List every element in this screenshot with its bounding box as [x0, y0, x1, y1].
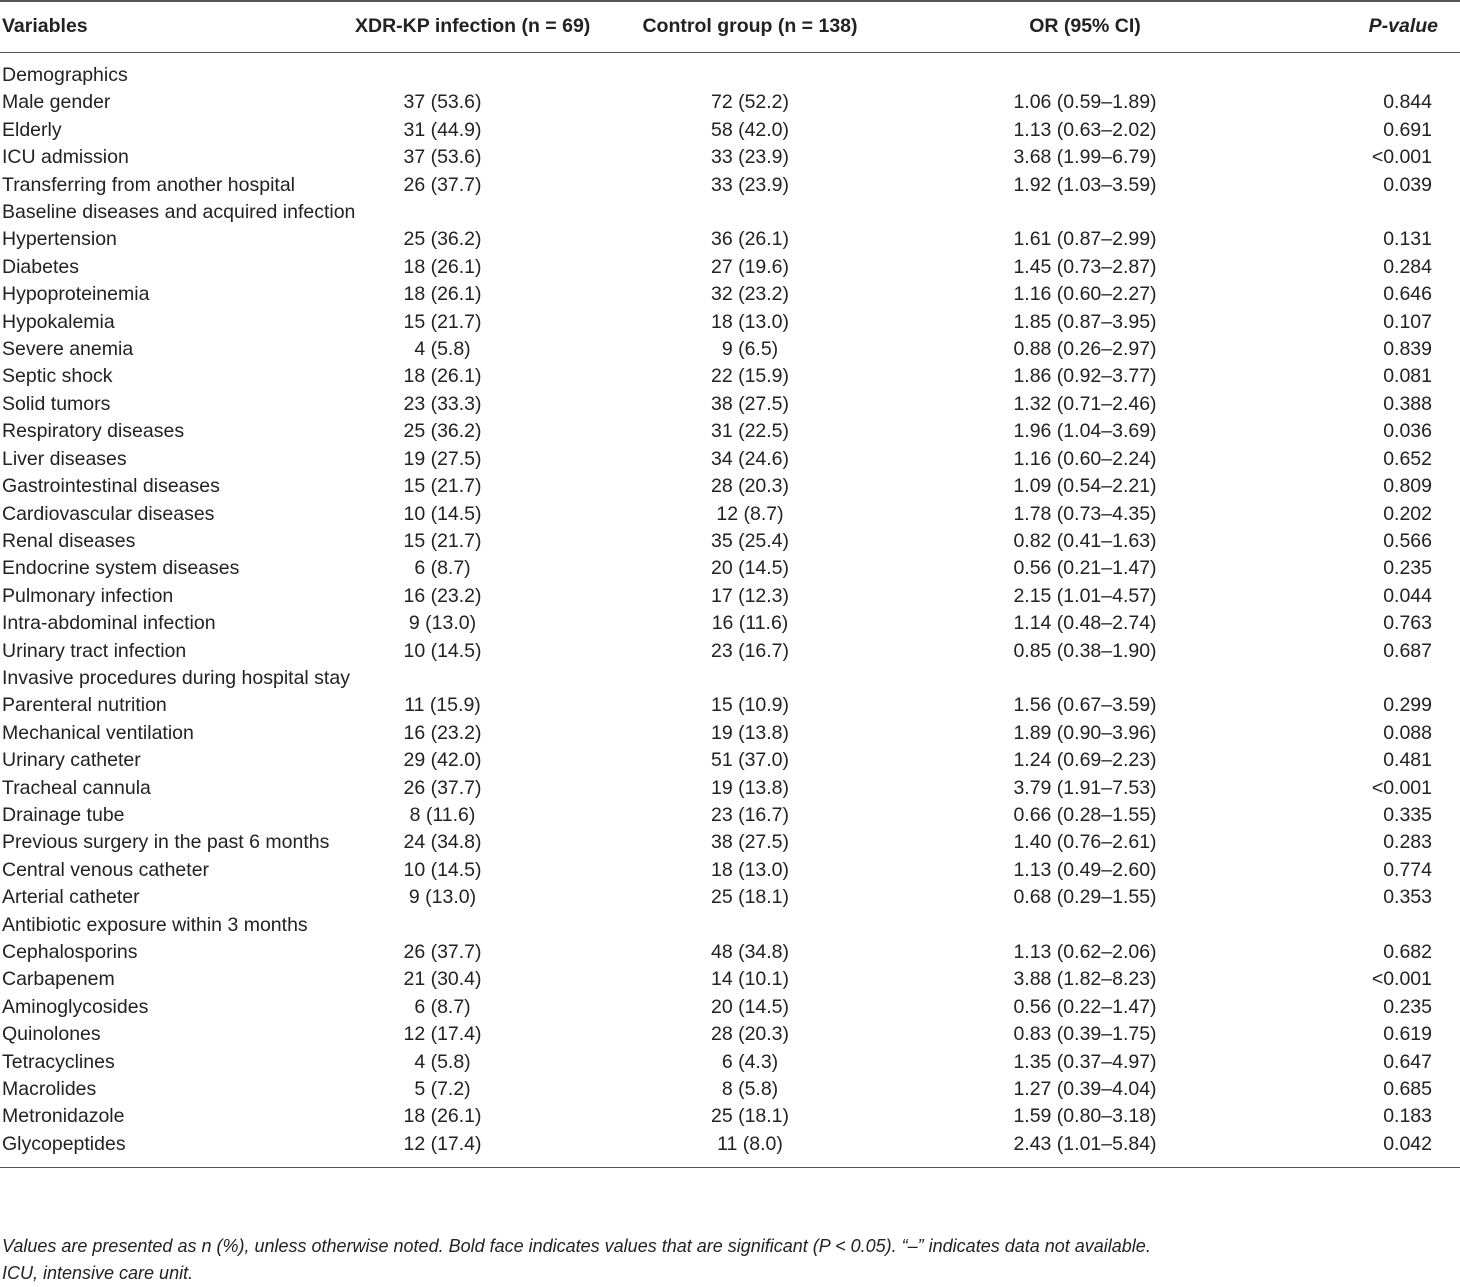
section-heading: Demographics [2, 64, 128, 86]
variable-cell: Previous surgery in the past 6 months [2, 831, 330, 854]
variable-cell: Metronidazole [2, 1105, 125, 1128]
table-row [0, 172, 1460, 199]
xdr-kp-cell: 4 (5.8) [414, 338, 471, 361]
variable-cell: Severe anemia [2, 338, 134, 361]
xdr-kp-cell: 15 (21.7) [403, 529, 482, 552]
p-value-cell: 0.763 [1383, 612, 1432, 635]
p-value-cell: 0.652 [1383, 447, 1432, 470]
odds-ratio-cell: 1.32 (0.71–2.46) [1013, 392, 1157, 415]
control-cell: 8 (5.8) [721, 1078, 779, 1101]
footnote-values: Values are presented as n (%), unless otherwise noted. Bold face indicates values that are significant (P < 0.05). “–” indicates data not available. [2, 1236, 1151, 1256]
odds-ratio-cell: 0.85 (0.38–1.90) [1013, 639, 1157, 662]
table-row [0, 1076, 1460, 1103]
table-row [0, 1131, 1460, 1168]
odds-ratio-cell: 1.27 (0.39–4.04) [1013, 1078, 1157, 1101]
table-row [0, 89, 1460, 116]
xdr-kp-cell: 9 (13.0) [408, 612, 477, 635]
xdr-kp-cell: 18 (26.1) [403, 1105, 482, 1128]
table-row [0, 336, 1460, 363]
p-value-cell: 0.081 [1383, 365, 1432, 388]
table-footnotes [2, 1233, 1151, 1287]
table-row [0, 610, 1460, 637]
odds-ratio-cell: 1.85 (0.87–3.95) [1013, 310, 1157, 333]
xdr-kp-cell: 37 (53.6) [403, 146, 482, 169]
p-value-cell: 0.691 [1383, 118, 1432, 141]
empty-cell [640, 912, 960, 939]
header-p-value: P-value [1368, 15, 1438, 38]
odds-ratio-cell: 2.43 (1.01–5.84) [1013, 1132, 1157, 1155]
p-value-cell: 0.335 [1383, 803, 1432, 826]
p-value-cell: 0.235 [1383, 557, 1432, 580]
control-cell: 15 (10.9) [710, 694, 790, 717]
variable-cell: Elderly [2, 118, 62, 141]
empty-cell [355, 199, 640, 226]
p-value-cell: 0.044 [1383, 584, 1432, 607]
odds-ratio-cell: 0.66 (0.28–1.55) [1013, 803, 1157, 826]
footnote-icu: ICU, intensive care unit. [2, 1263, 194, 1283]
odds-ratio-cell: 1.59 (0.80–3.18) [1013, 1105, 1157, 1128]
p-value-cell: 0.036 [1383, 420, 1432, 443]
control-cell: 9 (6.5) [721, 338, 779, 361]
xdr-kp-cell: 18 (26.1) [403, 255, 482, 278]
table-row [0, 994, 1460, 1021]
odds-ratio-cell: 1.09 (0.54–2.21) [1013, 475, 1157, 498]
variable-cell: Pulmonary infection [2, 584, 174, 607]
variable-cell: Macrolides [2, 1078, 97, 1101]
control-cell: 38 (27.5) [710, 831, 790, 854]
table-row [0, 829, 1460, 856]
odds-ratio-cell: 1.61 (0.87–2.99) [1013, 228, 1157, 251]
xdr-kp-cell: 12 (17.4) [403, 1132, 482, 1155]
empty-cell [1270, 665, 1460, 692]
p-value-cell: 0.039 [1383, 173, 1432, 196]
table-row [0, 309, 1460, 336]
control-cell: 27 (19.6) [710, 255, 790, 278]
p-value-cell: 0.682 [1383, 941, 1432, 963]
p-value-cell: 0.844 [1383, 91, 1432, 114]
control-cell: 58 (42.0) [710, 118, 790, 141]
variable-cell: Hypokalemia [2, 310, 115, 333]
p-value-cell: 0.774 [1383, 858, 1432, 881]
table-row [0, 939, 1460, 966]
header-xdr-kp: XDR-KP infection (n = 69) [355, 15, 591, 38]
p-value-cell: <0.001 [1371, 146, 1432, 169]
odds-ratio-cell: 1.89 (0.90–3.96) [1013, 721, 1157, 744]
control-cell: 28 (20.3) [710, 1023, 790, 1046]
control-cell: 25 (18.1) [710, 886, 790, 909]
header-variables: Variables [2, 15, 88, 38]
p-value-cell: <0.001 [1371, 968, 1432, 991]
variable-cell: Urinary catheter [2, 749, 141, 772]
variable-cell: Central venous catheter [2, 858, 210, 881]
variable-cell: Parenteral nutrition [2, 694, 167, 717]
table-row [0, 1049, 1460, 1076]
section-row [0, 912, 1460, 939]
xdr-kp-cell: 9 (13.0) [408, 886, 477, 909]
p-value-cell: 0.235 [1383, 995, 1432, 1018]
odds-ratio-cell: 1.35 (0.37–4.97) [1013, 1050, 1157, 1073]
control-cell: 11 (8.0) [717, 1132, 783, 1155]
xdr-kp-cell: 16 (23.2) [403, 721, 482, 744]
control-cell: 12 (8.7) [716, 502, 784, 525]
empty-cell [640, 199, 960, 226]
xdr-kp-cell: 18 (26.1) [403, 283, 482, 306]
variable-cell: Transferring from another hospital [2, 173, 295, 196]
table-row [0, 501, 1460, 528]
odds-ratio-cell: 1.92 (1.03–3.59) [1013, 173, 1157, 196]
control-cell: 20 (14.5) [710, 557, 790, 580]
control-cell: 23 (16.7) [710, 639, 790, 662]
empty-cell [1270, 53, 1460, 90]
variable-cell: Liver diseases [2, 447, 127, 470]
odds-ratio-cell: 1.96 (1.04–3.69) [1013, 420, 1157, 443]
table-row [0, 583, 1460, 610]
control-cell: 14 (10.1) [710, 968, 790, 991]
xdr-kp-cell: 37 (53.6) [403, 91, 482, 114]
odds-ratio-cell: 1.06 (0.59–1.89) [1013, 91, 1157, 114]
odds-ratio-cell: 0.88 (0.26–2.97) [1013, 338, 1157, 361]
table-row [0, 747, 1460, 774]
control-cell: 20 (14.5) [710, 995, 790, 1018]
table-row [0, 857, 1460, 884]
control-cell: 6 (4.3) [721, 1050, 779, 1073]
p-value-cell: 0.299 [1383, 694, 1432, 717]
empty-cell [640, 53, 960, 90]
xdr-kp-cell: 25 (36.2) [403, 420, 482, 443]
table-row [0, 391, 1460, 418]
header-odds-ratio: OR (95% CI) [1029, 15, 1141, 38]
table-row [0, 1103, 1460, 1130]
p-value-cell: 0.284 [1383, 255, 1432, 278]
control-cell: 18 (13.0) [710, 310, 790, 333]
odds-ratio-cell: 1.45 (0.73–2.87) [1013, 255, 1157, 278]
table-row [0, 254, 1460, 281]
xdr-kp-cell: 8 (11.6) [409, 803, 476, 826]
empty-cell [355, 665, 640, 692]
table-row [0, 966, 1460, 993]
control-cell: 28 (20.3) [710, 475, 790, 498]
variable-cell: Male gender [2, 91, 111, 114]
p-value-cell: 0.202 [1383, 502, 1432, 525]
xdr-kp-cell: 15 (21.7) [403, 475, 482, 498]
xdr-kp-cell: 11 (15.9) [404, 694, 481, 717]
control-cell: 33 (23.9) [710, 146, 790, 169]
empty-cell [960, 199, 1270, 226]
p-value-cell: 0.042 [1383, 1132, 1432, 1155]
table-row [0, 528, 1460, 555]
table-header [0, 1, 1460, 53]
p-value-cell: 0.646 [1383, 283, 1432, 306]
odds-ratio-cell: 1.56 (0.67–3.59) [1013, 694, 1157, 717]
xdr-kp-cell: 10 (14.5) [403, 858, 482, 881]
p-value-cell: 0.685 [1383, 1078, 1432, 1101]
p-value-cell: 0.566 [1383, 529, 1432, 552]
empty-cell [1270, 199, 1460, 226]
xdr-kp-cell: 16 (23.2) [403, 584, 482, 607]
table-row [0, 775, 1460, 802]
xdr-kp-cell: 15 (21.7) [403, 310, 482, 333]
odds-ratio-cell: 1.86 (0.92–3.77) [1013, 365, 1157, 388]
xdr-kp-cell: 31 (44.9) [403, 118, 482, 141]
control-cell: 48 (34.8) [710, 941, 790, 963]
control-cell: 22 (15.9) [710, 365, 790, 388]
xdr-kp-cell: 24 (34.8) [403, 831, 482, 854]
odds-ratio-cell: 1.78 (0.73–4.35) [1013, 502, 1157, 525]
xdr-kp-cell: 4 (5.8) [414, 1050, 471, 1073]
control-cell: 38 (27.5) [710, 392, 790, 415]
odds-ratio-cell: 1.13 (0.62–2.06) [1013, 941, 1157, 963]
section-heading: Antibiotic exposure within 3 months [2, 913, 308, 936]
odds-ratio-cell: 0.56 (0.21–1.47) [1013, 557, 1157, 580]
variable-cell: Quinolones [2, 1023, 101, 1046]
table-row [0, 692, 1460, 719]
section-row [0, 199, 1460, 226]
control-cell: 33 (23.9) [710, 173, 790, 196]
section-row [0, 665, 1460, 692]
variable-cell: Cardiovascular diseases [2, 502, 215, 525]
section-heading: Invasive procedures during hospital stay [2, 666, 350, 689]
empty-cell [1270, 912, 1460, 939]
p-value-cell: 0.388 [1383, 392, 1432, 415]
p-value-cell: 0.131 [1383, 228, 1432, 251]
odds-ratio-cell: 0.83 (0.39–1.75) [1013, 1023, 1157, 1046]
p-value-cell: 0.647 [1383, 1050, 1432, 1073]
odds-ratio-cell: 3.68 (1.99–6.79) [1013, 146, 1157, 169]
table-row [0, 884, 1460, 911]
variable-cell: Respiratory diseases [2, 420, 185, 443]
variable-cell: Cephalosporins [2, 941, 138, 963]
odds-ratio-cell: 1.16 (0.60–2.27) [1013, 283, 1157, 306]
table-row [0, 281, 1460, 308]
table-row [0, 555, 1460, 582]
xdr-kp-cell: 29 (42.0) [403, 749, 482, 772]
empty-cell [960, 912, 1270, 939]
p-value-cell: 0.809 [1383, 475, 1432, 498]
variable-cell: Drainage tube [2, 803, 125, 826]
p-value-cell: 0.107 [1383, 310, 1432, 333]
variable-cell: ICU admission [2, 146, 129, 169]
control-cell: 34 (24.6) [710, 447, 790, 470]
table-row [0, 117, 1460, 144]
control-cell: 23 (16.7) [710, 803, 790, 826]
xdr-kp-cell: 26 (37.7) [403, 941, 482, 963]
section-heading: Baseline diseases and acquired infection [2, 201, 356, 224]
variable-cell: Intra-abdominal infection [2, 612, 216, 635]
control-cell: 18 (13.0) [710, 858, 790, 881]
odds-ratio-cell: 2.15 (1.01–4.57) [1013, 584, 1157, 607]
xdr-kp-cell: 10 (14.5) [403, 502, 482, 525]
header-control-group: Control group (n = 138) [642, 15, 858, 38]
variable-cell: Carbapenem [2, 968, 115, 991]
empty-cell [960, 53, 1270, 90]
p-value-cell: 0.283 [1383, 831, 1432, 854]
variable-cell: Tetracyclines [2, 1050, 115, 1073]
variable-cell: Aminoglycosides [2, 995, 149, 1018]
variable-cell: Glycopeptides [2, 1132, 126, 1155]
empty-cell [960, 665, 1270, 692]
control-cell: 31 (22.5) [710, 420, 790, 443]
odds-ratio-cell: 0.82 (0.41–1.63) [1013, 529, 1157, 552]
variable-cell: Mechanical ventilation [2, 721, 194, 744]
variable-cell: Septic shock [2, 365, 113, 388]
control-cell: 35 (25.4) [710, 529, 790, 552]
table-row [0, 418, 1460, 445]
xdr-kp-cell: 6 (8.7) [414, 557, 471, 580]
p-value-cell: 0.353 [1383, 886, 1432, 909]
variable-cell: Endocrine system diseases [2, 557, 240, 580]
odds-ratio-cell: 3.79 (1.91–7.53) [1013, 776, 1157, 799]
variable-cell: Urinary tract infection [2, 639, 187, 662]
p-value-cell: 0.183 [1383, 1105, 1432, 1128]
odds-ratio-cell: 1.24 (0.69–2.23) [1013, 749, 1157, 772]
odds-ratio-cell: 3.88 (1.82–8.23) [1013, 968, 1157, 991]
header-row [0, 1, 1460, 53]
variable-cell: Solid tumors [2, 392, 111, 415]
control-cell: 19 (13.8) [710, 721, 790, 744]
control-cell: 16 (11.6) [711, 612, 789, 635]
table-row [0, 1021, 1460, 1048]
empty-cell [640, 665, 960, 692]
control-cell: 36 (26.1) [710, 228, 790, 251]
xdr-kp-cell: 10 (14.5) [403, 639, 482, 662]
table-row [0, 226, 1460, 253]
xdr-kp-cell: 6 (8.7) [414, 995, 471, 1018]
control-cell: 72 (52.2) [710, 91, 790, 114]
table-row [0, 446, 1460, 473]
empty-cell [355, 53, 640, 90]
xdr-kp-cell: 26 (37.7) [403, 776, 482, 799]
xdr-kp-cell: 26 (37.7) [403, 173, 482, 196]
p-value-cell: 0.088 [1383, 721, 1432, 744]
table-row [0, 473, 1460, 500]
odds-ratio-cell: 0.68 (0.29–1.55) [1013, 886, 1157, 909]
control-cell: 17 (12.3) [710, 584, 790, 607]
odds-ratio-cell: 0.56 (0.22–1.47) [1013, 995, 1157, 1018]
table-row [0, 802, 1460, 829]
control-cell: 32 (23.2) [710, 283, 790, 306]
variable-cell: Renal diseases [2, 529, 136, 552]
empty-cell [355, 912, 640, 939]
xdr-kp-cell: 12 (17.4) [403, 1023, 482, 1046]
odds-ratio-cell: 1.13 (0.49–2.60) [1013, 858, 1157, 881]
odds-ratio-cell: 1.14 (0.48–2.74) [1013, 612, 1157, 635]
variable-cell: Hypoproteinemia [2, 283, 150, 306]
xdr-kp-cell: 5 (7.2) [414, 1078, 471, 1101]
p-value-cell: 0.619 [1383, 1023, 1432, 1046]
xdr-kp-cell: 18 (26.1) [403, 365, 482, 388]
table-row [0, 363, 1460, 390]
odds-ratio-cell: 1.16 (0.60–2.24) [1013, 447, 1157, 470]
variable-cell: Tracheal cannula [2, 776, 151, 799]
odds-ratio-cell: 1.40 (0.76–2.61) [1013, 831, 1157, 854]
table-row [0, 720, 1460, 747]
p-value-cell: 0.687 [1383, 639, 1432, 662]
odds-ratio-cell: 1.13 (0.63–2.02) [1013, 118, 1157, 141]
p-value-cell: <0.001 [1371, 776, 1432, 799]
variable-cell: Gastrointestinal diseases [2, 475, 220, 498]
xdr-kp-cell: 19 (27.5) [403, 447, 482, 470]
xdr-kp-cell: 25 (36.2) [403, 228, 482, 251]
p-value-cell: 0.481 [1383, 749, 1432, 772]
variable-cell: Diabetes [2, 255, 79, 278]
table-row [0, 638, 1460, 665]
section-row [0, 53, 1460, 90]
p-value-cell: 0.839 [1383, 338, 1432, 361]
control-cell: 19 (13.8) [710, 776, 790, 799]
table-body [0, 53, 1460, 1168]
xdr-kp-cell: 21 (30.4) [403, 968, 482, 991]
control-cell: 25 (18.1) [710, 1105, 790, 1128]
variable-cell: Hypertension [2, 228, 117, 251]
table-row [0, 144, 1460, 171]
control-cell: 51 (37.0) [710, 749, 790, 772]
xdr-kp-cell: 23 (33.3) [403, 392, 482, 415]
variable-cell: Arterial catheter [2, 886, 140, 909]
